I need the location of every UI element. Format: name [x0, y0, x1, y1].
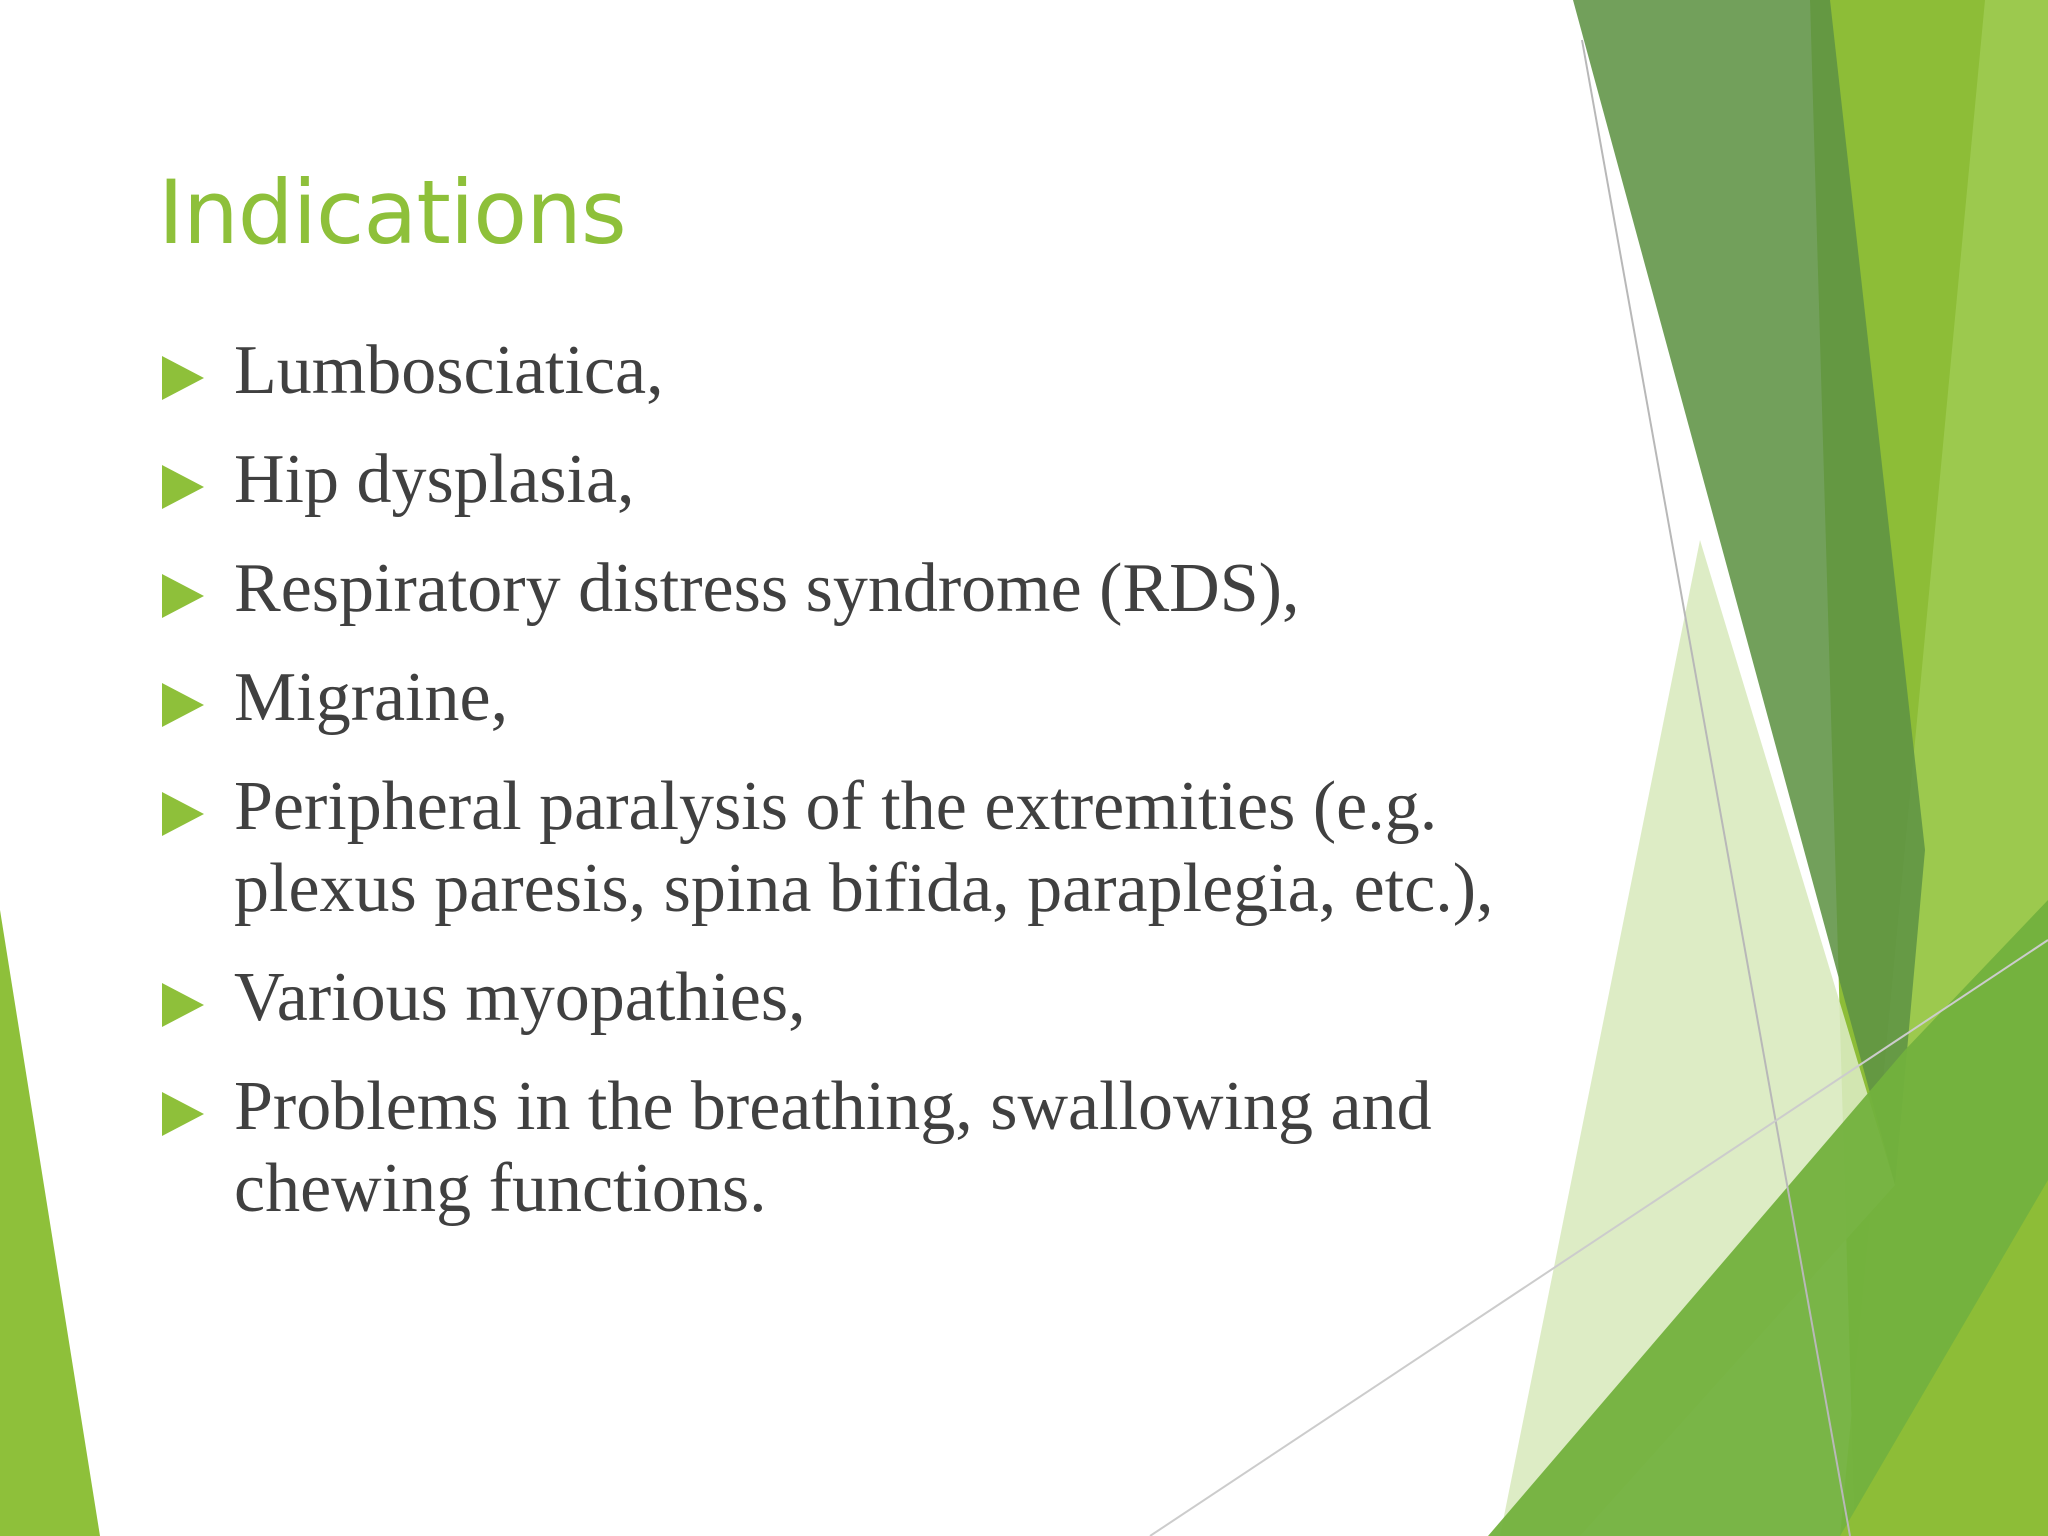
list-item	[158, 766, 1558, 930]
list-item	[158, 657, 1558, 739]
list-item-text: Various myopathies,	[234, 959, 806, 1036]
slide-title: Indications	[158, 161, 626, 264]
play-triangle-icon	[162, 792, 204, 836]
list-item	[158, 330, 1558, 412]
list-item-text: Hip dysplasia,	[234, 441, 635, 518]
list-item	[158, 1066, 1558, 1230]
play-triangle-icon	[162, 683, 204, 727]
play-triangle-icon	[162, 465, 204, 509]
play-triangle-icon	[162, 356, 204, 400]
list-item	[158, 439, 1558, 521]
list-item-text: Problems in the breathing, swallowing and chewing functions.	[234, 1068, 1432, 1227]
list-item	[158, 957, 1558, 1039]
list-item-text: Lumbosciatica,	[234, 332, 664, 409]
indications-list	[158, 330, 1558, 1257]
left-green-sliver	[0, 910, 100, 1536]
play-triangle-icon	[162, 983, 204, 1027]
play-triangle-icon	[162, 1092, 204, 1136]
play-triangle-icon	[162, 574, 204, 618]
list-item-text: Respiratory distress syndrome (RDS),	[234, 550, 1300, 627]
list-item	[158, 548, 1558, 630]
list-item-text: Peripheral paralysis of the extremities (e.g. plexus paresis, spina bifida, paraplegia, etc.),	[234, 768, 1494, 927]
list-item-text: Migraine,	[234, 659, 509, 736]
